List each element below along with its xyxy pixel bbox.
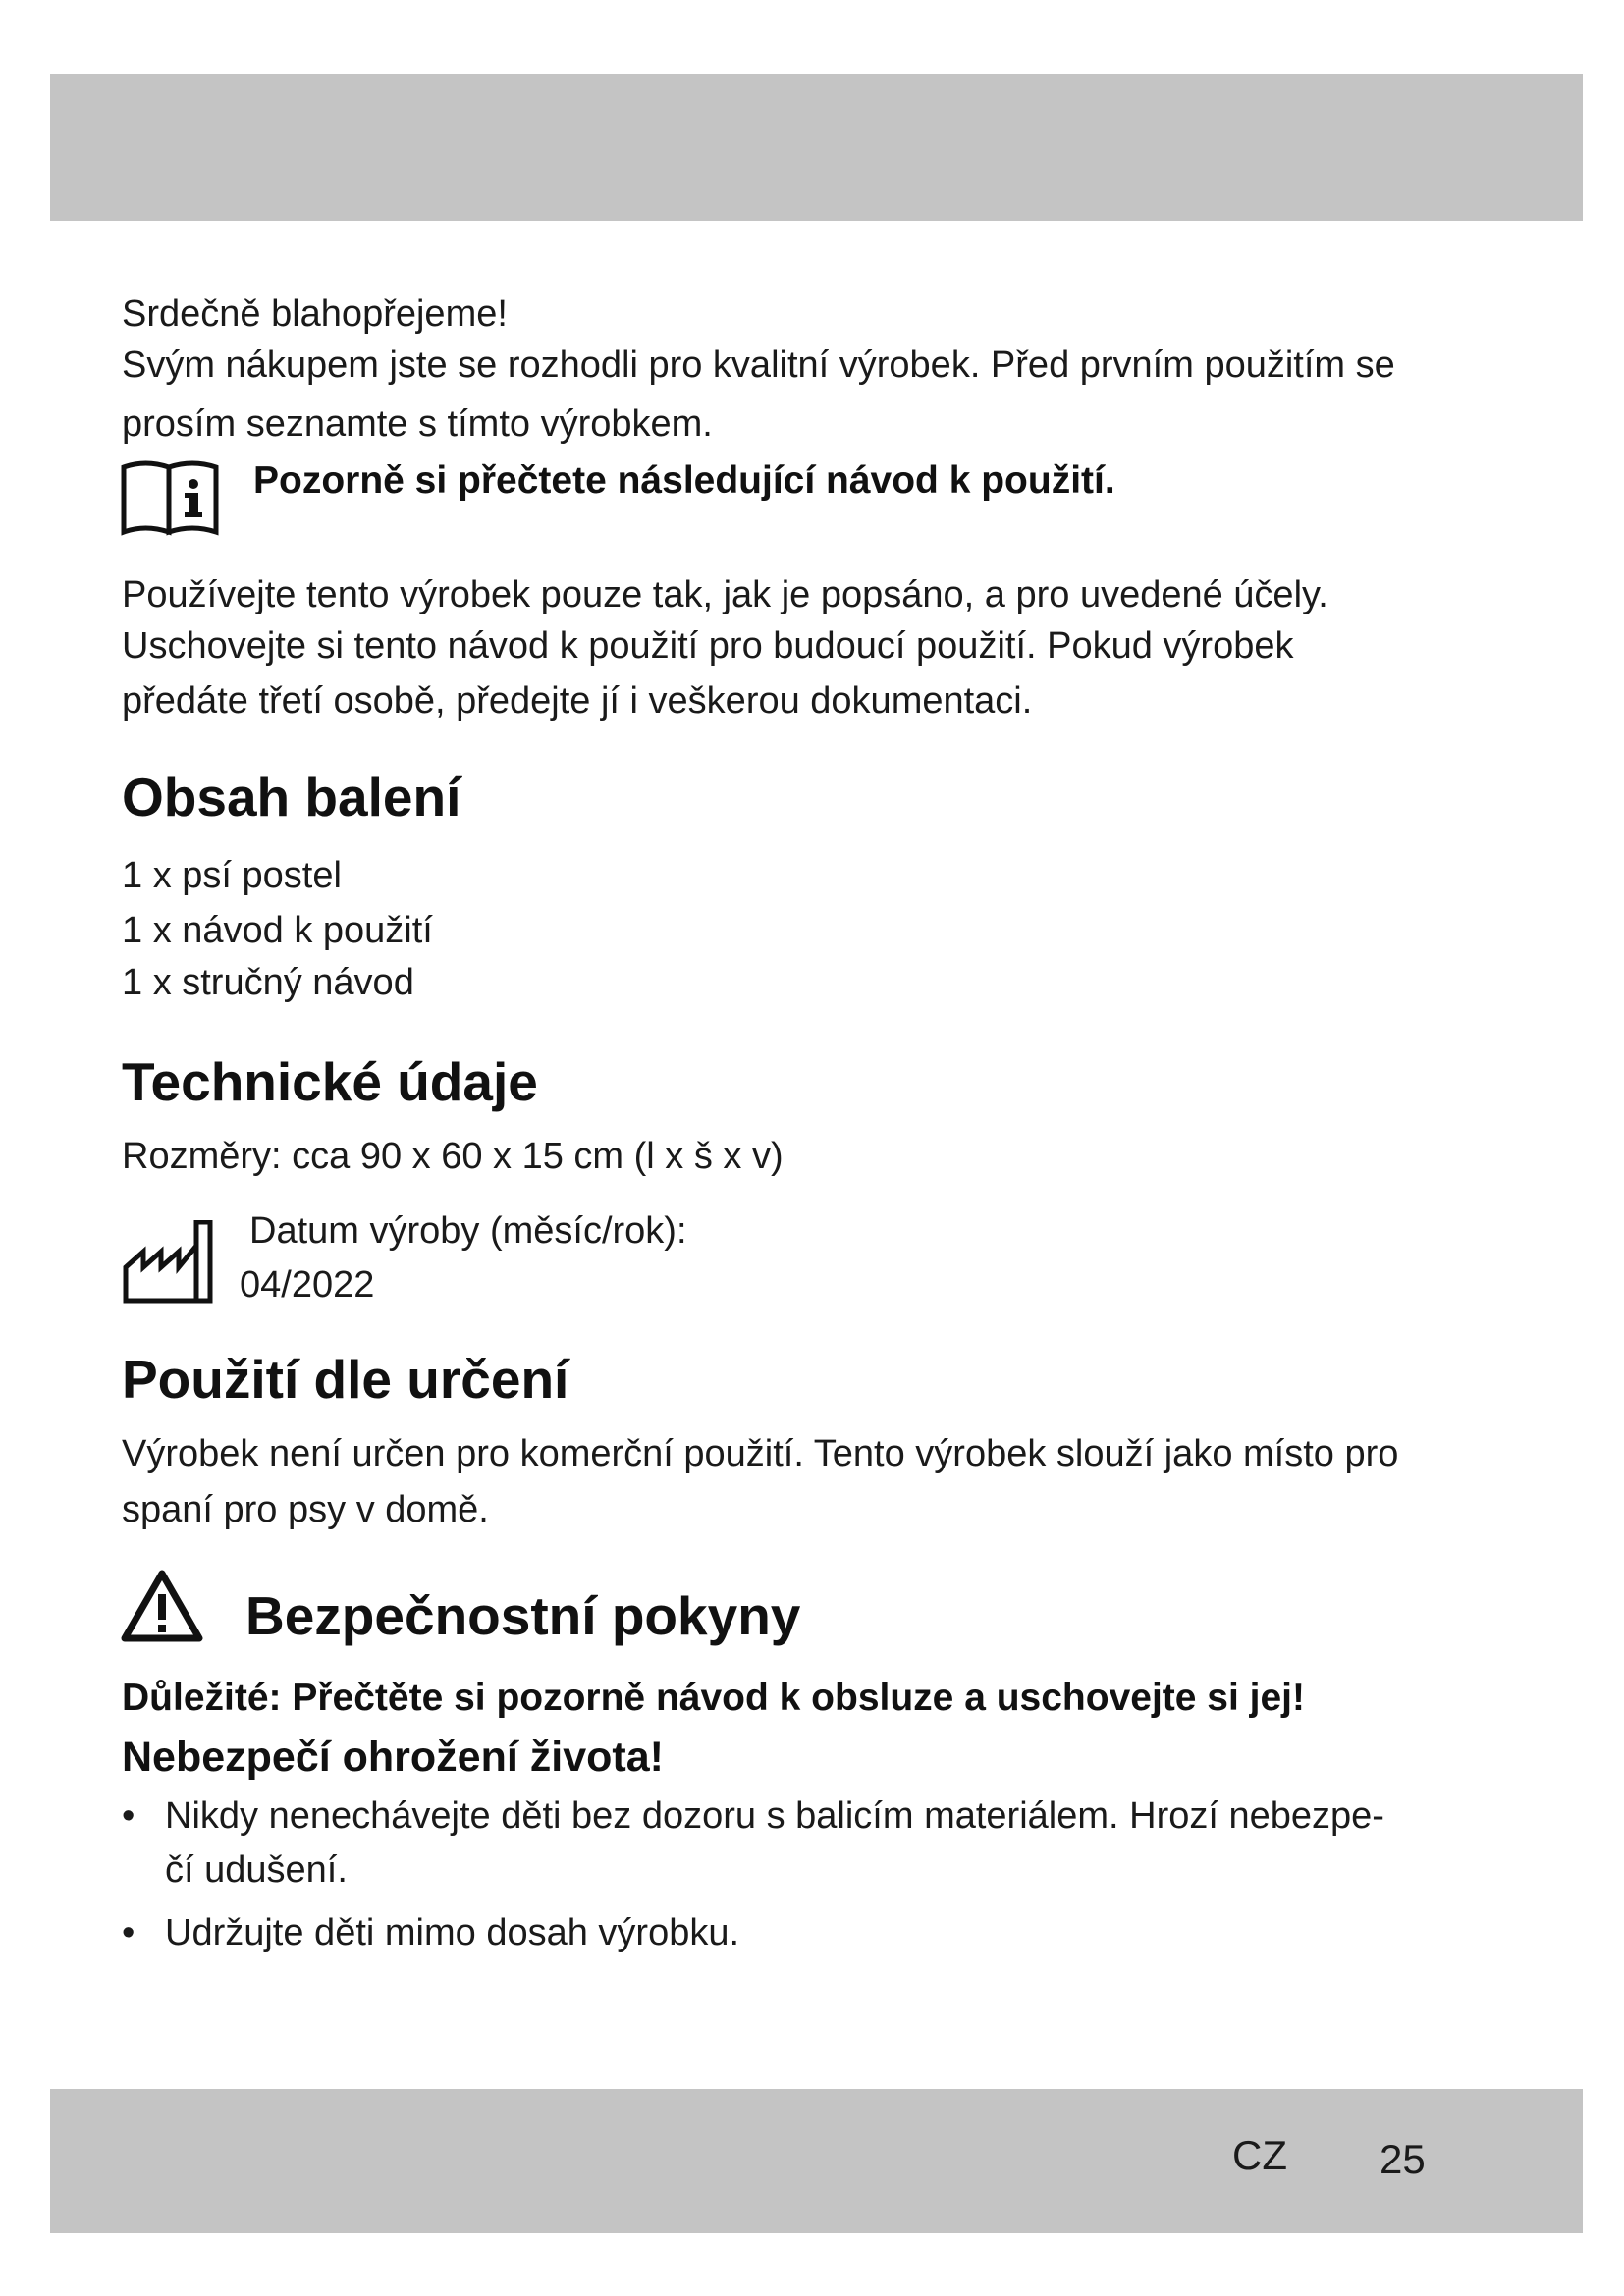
safety-important: Důležité: Přečtěte si pozorně návod k obsluze a uschovejte si jej! xyxy=(122,1677,1306,1719)
technical-heading: Technické údaje xyxy=(122,1051,538,1112)
factory-icon xyxy=(122,1220,216,1305)
contents-item-2: 1 x návod k použití xyxy=(122,910,433,951)
header-band xyxy=(50,74,1583,221)
intro-line-1: Svým nákupem jste se rozhodli pro kvalitní výrobek. Před prvním použitím se xyxy=(122,345,1395,386)
intended-use-line-2: spaní pro psy v domě. xyxy=(122,1489,489,1530)
bullet-text: Nikdy nenechávejte děti bez dozoru s balicím materiálem. Hrozí nebezpe- xyxy=(165,1795,1384,1837)
greeting: Srdečně blahopřejeme! xyxy=(122,294,508,335)
list-item xyxy=(122,1906,739,1959)
footer-band xyxy=(50,2089,1583,2233)
bullet-icon: • xyxy=(122,1912,135,1953)
warning-triangle-icon xyxy=(120,1569,204,1643)
usage-line-3: předáte třetí osobě, předejte jí i veškerou dokumentaci. xyxy=(122,680,1033,721)
dimensions: Rozměry: cca 90 x 60 x 15 cm (l x š x v) xyxy=(122,1136,784,1177)
contents-item-3: 1 x stručný návod xyxy=(122,962,414,1003)
usage-line-1: Používejte tento výrobek pouze tak, jak je popsáno, a pro uvedené účely. xyxy=(122,574,1328,615)
bullet-icon: • xyxy=(122,1795,135,1837)
usage-line-2: Uschovejte si tento návod k použití pro budoucí použití. Pokud výrobek xyxy=(122,625,1294,667)
contents-item-1: 1 x psí postel xyxy=(122,855,342,896)
safety-heading: Bezpečnostní pokyny xyxy=(245,1585,801,1646)
bullet-text: Udržujte děti mimo dosah výrobku. xyxy=(165,1912,740,1953)
safety-danger: Nebezpečí ohrožení života! xyxy=(122,1734,664,1781)
intended-use-heading: Použití dle určení xyxy=(122,1349,569,1410)
manual-info-icon xyxy=(120,457,222,538)
intended-use-line-1: Výrobek není určen pro komerční použití. Tento výrobek slouží jako místo pro xyxy=(122,1433,1399,1474)
page-number: 25 xyxy=(1380,2136,1426,2182)
contents-heading: Obsah balení xyxy=(122,767,461,828)
manufacture-label: Datum výroby (měsíc/rok): xyxy=(249,1210,687,1252)
list-item xyxy=(122,1789,1384,1842)
manufacture-date: 04/2022 xyxy=(240,1264,375,1306)
intro-line-2: prosím seznamte s tímto výrobkem. xyxy=(122,403,713,445)
bullet-text-continued: čí udušení. xyxy=(165,1849,348,1891)
footer-language: CZ xyxy=(1232,2132,1287,2178)
read-notice-text: Pozorně si přečtete následující návod k použití. xyxy=(253,459,1115,502)
